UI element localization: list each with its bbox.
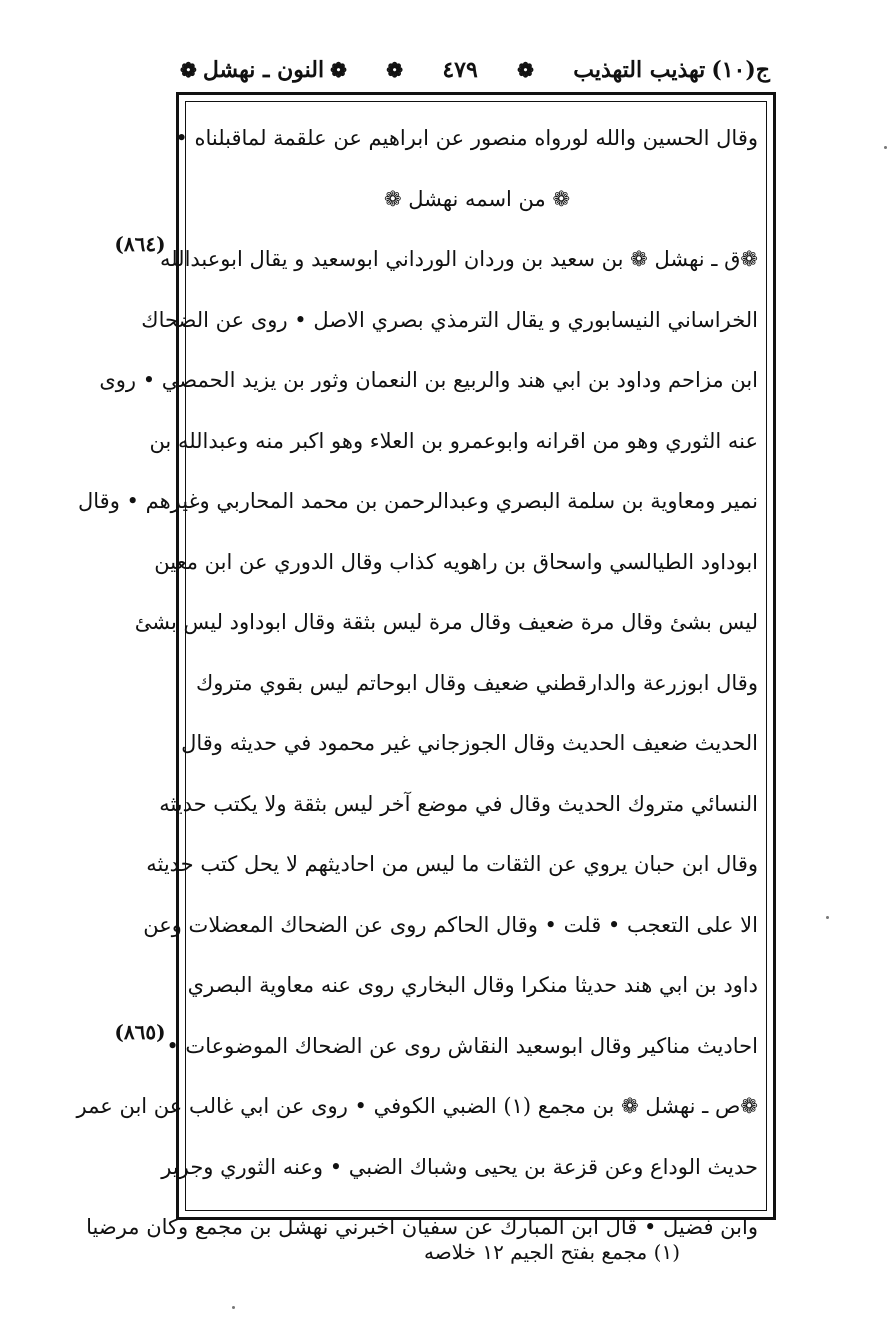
header-section-wrap [180,57,347,83]
text-line: وقال الحسين والله لورواه منصور عن ابراهيم عن علقمة لماقبلناه • [175,126,758,150]
ornament-icon: ❁ [180,58,197,82]
header-volume: ج(١٠) [711,57,770,83]
text-line: احاديث مناكير وقال ابوسعيد النقاش روى عن الضحاك الموضوعات • [166,1033,758,1058]
header-page-number: ٤٧٩ [442,57,478,83]
header-volume-title [573,57,770,83]
entry-number: (٨٦٥) [114,1020,166,1044]
ornament-icon: ❁ [517,58,534,82]
ornament-icon: ❁ [386,58,403,82]
text-line: حديث الوداع وعن قزعة بن يحيى وشباك الضبي • وعنه الثوري وجرير [161,1154,758,1179]
speck [884,146,887,149]
section-heading: ❁ من اسمه نهشل ❁ [383,186,571,211]
entry-heading-line: ❁ص ـ نهشل ❁ بن مجمع (١) الضبي الكوفي • روى عن ابي غالب عن ابن عمر [76,1094,758,1118]
text-line: وابن فضيل • قال ابن المبارك عن سفيان اخبرني نهشل بن مجمع وكان مرضيا [86,1215,758,1239]
text-line: الخراساني النيسابوري و يقال الترمذي بصري الاصل • روى عن الضحاك [141,307,758,332]
entry-heading-line: ❁ق ـ نهشل ❁ بن سعيد بن وردان الورداني ابوسعيد و يقال ابوعبدالله [159,247,758,271]
speck [826,916,829,919]
text-line: وقال ابن حبان يروي عن الثقات ما ليس من احاديثهم لا يحل كتب حديثه [146,852,758,876]
text-line: عنه الثوري وهو من اقرانه وابوعمرو بن العلاء وهو اكبر منه وعبدالله بن [149,428,758,453]
footnote: (١) مجمع بفتح الجيم ١٢ خلاصه [423,1240,680,1264]
text-line: داود بن ابي هند حديثا منكرا وقال البخاري روى عنه معاوية البصري [187,973,758,997]
text-line: نمير ومعاوية بن سلمة البصري وعبدالرحمن بن محمد المحاربي وغيرهم • وقال [78,489,758,513]
entry-number: (٨٦٤) [114,232,166,256]
speck [232,1306,235,1309]
ornament-icon: ❁ [330,58,347,82]
text-line: ليس بشئ وقال مرة ضعيف وقال مرة ليس بثقة وقال ابوداود ليس بشئ [134,610,758,634]
text-line: ابن مزاحم وداود بن ابي هند والربيع بن النعمان وثور بن يزيد الحمصي • روى [99,368,758,392]
text-line: النسائي متروك الحديث وقال في موضع آخر ليس بثقة ولا يكتب حديثه [159,791,758,816]
text-line: ابوداود الطيالسي واسحاق بن راهويه كذاب وقال الدوري عن ابن معين [154,549,758,574]
running-header [180,50,770,90]
text-line: الحديث ضعيف الحديث وقال الجوزجاني غير محمود في حديثه وقال [181,731,758,755]
header-book-title: تهذيب التهذيب [573,57,706,83]
text-line: الا على التعجب • قلت • وقال الحاكم روى عن الضحاك المعضلات وعن [143,912,758,937]
text-line: وقال ابوزرعة والدارقطني ضعيف وقال ابوحاتم ليس بقوي متروك [196,670,758,695]
header-section: النون ـ نهشل [202,57,325,83]
